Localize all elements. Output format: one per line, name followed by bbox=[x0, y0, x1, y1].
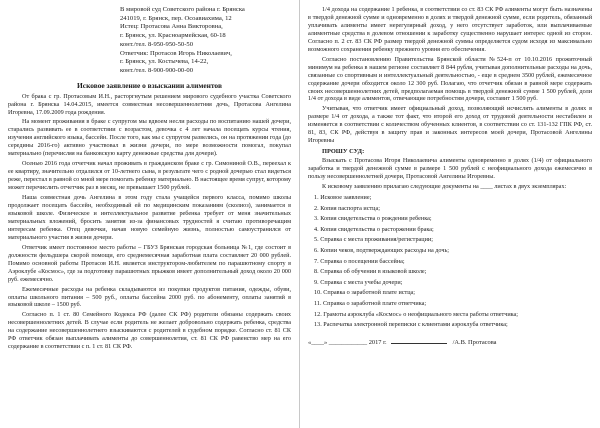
header-line: Ответчик: Протасов Игорь Николаевич, bbox=[120, 49, 232, 57]
body-paragraph: От брака с гр. Протасовым И.Н., расторгнутым решением мирового судебного участка Советского района г. Брянска 14.04.2015, имеется совместная несовершеннолетняя дочь, Протасова Ангелина Игоревна, 17.09.2009 года рождения. bbox=[8, 92, 291, 116]
body-paragraph: Согласно п. 1 ст. 80 Семейного Кодекса РФ (далее СК РФ) родители обязаны содержать своих несовершеннолетних детей. В случае если родитель не желает добровольно содержать ребенка, средства на содержание несовершеннолетнего взыскиваются с родителей в судебном порядке. Согласно ст. 81 СК РФ ответчик обязан выплачивать алименты до совершеннолетия, ст. 81 СК РФ равенство мер на его содержание в соответствии с п. 1 ст. 81 СК РФ. bbox=[8, 311, 291, 351]
attachment-item: 1. Исковое заявление; bbox=[314, 194, 372, 202]
addressee-header bbox=[120, 6, 291, 76]
header-line: 241019, г. Брянск, пер. Осоавиахима, 12 bbox=[120, 14, 232, 22]
attachment-item: 8. Справка об обучении в языковой школе; bbox=[314, 268, 427, 276]
signature-date: «____» ____________ 2017 г. bbox=[308, 338, 387, 346]
signature-line bbox=[391, 337, 447, 344]
header-line: В мировой суд Советского района г. Брянска bbox=[120, 6, 245, 13]
body-paragraph: 1/4 дохода на содержание 1 ребенка, в соответствии со ст. 83 СК РФ алименты могут быть назначены в твердой денежной сумме и одновременно в долях и твердой денежной сумме, если родитель, обязанный уплачивать алименты имеет нерегулярный доход, у него отсутствует заработок, или выплачиваемые алиментные средства в долевом отношении к заработку существенно нарушает интерес одной из сторон. Согласно п. 2 ст. 83 СК РФ размер твердой денежной суммы определяется судом исходя из максимально возможного сохранения ребенку прежнего уровня его обеспечения. bbox=[308, 6, 592, 53]
body-paragraph: Наша совместная дочь Ангелина в этом году стала учащейся первого класса, помимо школы продолжает посещать бассейн, необходимый ей по медицинским показаниям (сколиоз), занимается в языковой школе. Физическое и интеллектуальное развитие ребенка требует от меня значительных материальных вложений, бросить занятия из-за финансовых трудностей я считаю противоречащим интересам ребенка. Отец девочки, начав новую семейную жизнь, полностью самоустранился от материального участия в жизни дочери. bbox=[8, 194, 291, 241]
header-line: Истец: Протасова Анна Викторовна, bbox=[120, 23, 223, 31]
request-heading: ПРОШУ СУД: bbox=[322, 148, 365, 156]
header-line: конт./тел. 8-900-900-00-00 bbox=[120, 66, 194, 74]
attachment-item: 7. Справка о посещении бассейна; bbox=[314, 257, 405, 265]
attachment-item: 6. Копии чеков, подтверждающих расходы на дочь; bbox=[314, 246, 450, 254]
attachment-item: 12. Грамоты аэроклуба «Космос» о неофициального места работы ответчика; bbox=[314, 310, 519, 318]
attachment-item: 9. Справка с места учебы дочери; bbox=[314, 278, 403, 286]
body-paragraph: Согласно постановлению Правительства Брянской области №524-п от 10.10.2016 прожиточный минимум на ребенка в нашем регионе составляет 8 844 рубля, учитывая дополнительные расходы на дочь, связанные со спортивным и интеллектуальный деятельностью, - еще в среднем 3500 рублей, ежемесячное содержание дочери обходится около 12 300 руб. Полагаю, что отчетчик обязан в равной мере содержать своих несовершеннолетних детей, предполагаемая помощь в твердой денежной сумме 1 500 рублей, доли 1/4 от дохода в виде алиментов, отвечающие потребностям дочери, составит 1 500 руб. bbox=[308, 55, 592, 103]
body-paragraph: Ответчик имеет постоянное место работы – ГБУЗ Брянская городская больница №1, где состоит в должности фельдшера скорой помощи, его среднемесячная заработная плата составляет 20 000 рублей. Помимо основной работы Протасов И.Н. является инструктором-любителем по парашютному спорту в Аэроклубе «Космос», где за подготовку парашютных прыжков имеет дополнительный доход около 20 000 руб. ежемесячно. bbox=[8, 243, 291, 283]
request-paragraph: Взыскать с Протасова Игоря Николаевича алименты одновременно в долях (1/4) от официального заработка и твердой денежной сумме в размере 1 500 рублей с неофициального дохода ежемесячно в пользу несовершеннолетней дочери, Протасовой Ангелины Игоревны. bbox=[308, 157, 592, 181]
attachment-item: 10. Справка о заработной плате истца; bbox=[314, 289, 416, 297]
attachment-item: 11. Справка о заработной плате ответчика; bbox=[314, 299, 427, 307]
header-line: г. Брянск, ул. Костычева, 14-22, bbox=[120, 58, 209, 66]
attachment-item: 13. Распечатка электронной переписки с клиентами аэроклуба ответчика; bbox=[314, 321, 508, 329]
body-paragraph: Осенью 2016 года отчетчик начал проживать в гражданском браке с гр. Симониной О.В., переехал к ее квартиру, значительно отдалился от 10-летнего сына, в результате чего с родной дочерью стал видеться реже, перестал в равной со мной мере помогать ребенку материально. В настоящее время супруг, которому может перечислить отчетчик раз в месяц, не превышает 1500 рублей. bbox=[8, 160, 291, 192]
attachments-list bbox=[308, 193, 592, 331]
attachments-intro: К исковому заявлению прилагаю следующие документы на ____ листах в двух экземплярах: bbox=[322, 183, 567, 191]
attachment-item: 2. Копия паспорта истца; bbox=[314, 204, 380, 212]
attachment-item: 4. Копия свидетельства о расторжении брака; bbox=[314, 225, 434, 233]
body-paragraph: Учитывая, что ответчик имеет официальный доход, позволяющий исчислять алименты в долях в размере 1/4 от дохода, а также тот факт, что второй его доход от трудовой деятельности нестабилен и изменяется в соответствии с количеством обученных клиентов, в соответствии со ст. 131-132 ГПК РФ, ст. 81, 83, СК РФ, действуя в защиту прав и законных интересов моей дочери, Протасовой Ангелины Игоревны bbox=[308, 105, 592, 145]
signature-block bbox=[308, 337, 592, 346]
body-paragraph: Ежемесячные расходы на ребенка складываются из покупки продуктов питания, одежды, обуви, оплаты школьного питания – 500 руб., оплаты бассейна 2000 руб. по абонементу, оплаты занятий в языковой школе – 1500 руб. bbox=[8, 285, 291, 309]
header-line: г. Брянск, ул. Красноармейская, 60-18 bbox=[120, 32, 226, 40]
page-right bbox=[300, 0, 600, 428]
attachment-item: 5. Справка с места проживания/регистрации; bbox=[314, 236, 433, 244]
signature-name: /А.В. Протасова bbox=[452, 338, 497, 346]
header-line: конт./тел. 8-950-950-50-50 bbox=[120, 40, 194, 48]
document-title: Исковое заявление о взыскании алиментов bbox=[77, 80, 222, 90]
attachment-item: 3. Копия свидетельства о рождении ребенка; bbox=[314, 215, 432, 223]
body-paragraph: На момент проживания в браке с супругом мы вдвоем несли расходы по воспитанию нашей дочери, старались развивать ее в соответствии с возрастом, девочка с 4 лет начала посещать курсы чтения, изучения английского языка, бассейн. После того, как мы с супругом развелись, он на протяжении года (до середины 2016-го) активно участвовал в жизни дочери, по мере возможности помогал, покупал материально (перечисляя на банковскую карту денежные средства для дочери). bbox=[8, 118, 291, 158]
